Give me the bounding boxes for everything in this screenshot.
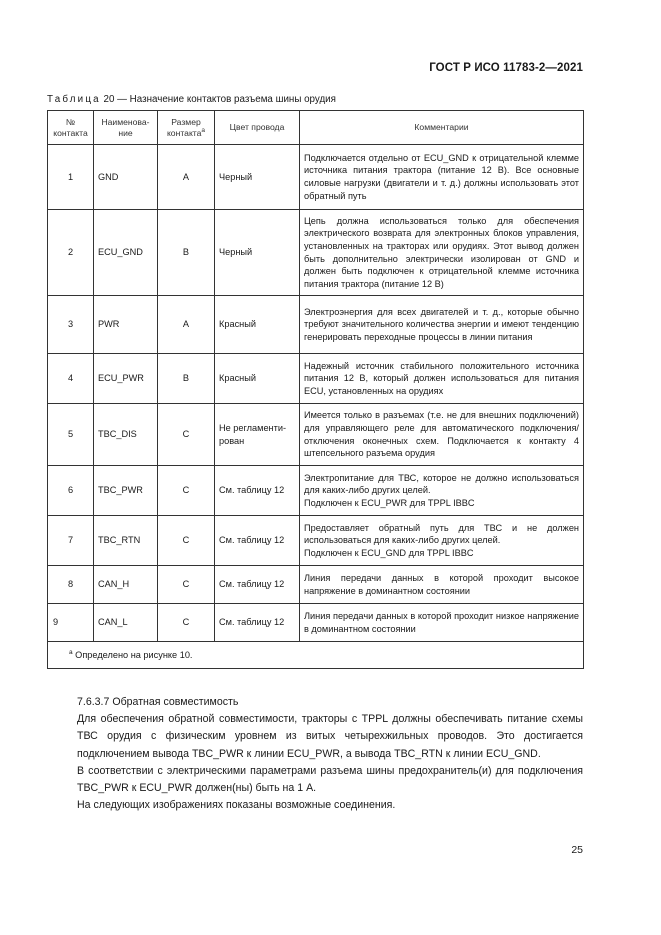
col-header-size-text: Размер контакта <box>166 117 202 138</box>
cell-comment <box>300 516 584 566</box>
cell-comment: Линия передачи данных в которой проходит высокое напряжение в доминантном состоянии <box>300 566 584 604</box>
paragraph: В соответствии с электрическими параметрами разъема шины предохранитель(и) для подключения TBC_PWR к ECU_PWR должен(ны) быть на 1 А. <box>77 764 583 795</box>
table-caption <box>47 94 336 105</box>
cell-color: См. таблицу 12 <box>215 604 300 642</box>
cell-size: C <box>158 566 215 604</box>
table-row <box>48 404 584 466</box>
cell-no: 3 <box>48 296 94 354</box>
pin-assignment-table <box>47 110 584 669</box>
table-row <box>48 296 584 354</box>
cell-no: 4 <box>48 354 94 404</box>
table-row <box>48 210 584 296</box>
body-text <box>77 694 583 814</box>
section-heading: 7.6.3.7 Обратная совместимость <box>77 696 239 708</box>
cell-comment: Линия передачи данных в которой проходит низкое напряжение в доминантном состоянии <box>300 604 584 642</box>
document-standard-header: ГОСТ Р ИСО 11783-2—2021 <box>429 62 583 74</box>
cell-comment: Имеется только в разъемах (т.е. не для внешних подключений) для управляющего реле для автоматического подключения/отключения оконечных схем. Подключается к контакту 4 штепсельного разъема орудия <box>300 404 584 466</box>
cell-color: Черный <box>215 210 300 296</box>
cell-size: C <box>158 466 215 516</box>
col-header-size-footnote-mark: a <box>201 126 206 134</box>
cell-color: Красный <box>215 354 300 404</box>
cell-name: TBC_DIS <box>94 404 158 466</box>
cell-name: ECU_PWR <box>94 354 158 404</box>
col-header-no: № контакта <box>48 111 94 145</box>
cell-no: 2 <box>48 210 94 296</box>
cell-name: PWR <box>94 296 158 354</box>
table-footnote-row <box>48 642 584 669</box>
table-row <box>48 354 584 404</box>
cell-no: 6 <box>48 466 94 516</box>
cell-no: 1 <box>48 145 94 210</box>
table-footnote <box>48 642 584 669</box>
cell-name: GND <box>94 145 158 210</box>
cell-color: См. таблицу 12 <box>215 516 300 566</box>
cell-size: B <box>158 354 215 404</box>
cell-size: C <box>158 404 215 466</box>
caption-text: 20 — Назначение контактов разъема шины орудия <box>100 94 336 105</box>
cell-color: См. таблицу 12 <box>215 466 300 516</box>
footnote-text: Определено на рисунке 10. <box>72 649 193 660</box>
cell-no: 9 <box>48 604 94 642</box>
cell-name: CAN_L <box>94 604 158 642</box>
paragraph <box>77 711 583 763</box>
cell-name: TBC_RTN <box>94 516 158 566</box>
paragraph: На следующих изображениях показаны возможные соединения. <box>77 799 396 812</box>
cell-size: C <box>158 604 215 642</box>
table-row <box>48 145 584 210</box>
cell-comment: Подключается отдельно от ECU_GND к отрицательной клемме источника питания трактора (питание 12 В). Все основные силовые нагрузки (двигатели и т. д.) должны использовать этот обратный путь <box>300 145 584 210</box>
paragraph-text: Для обеспечения обратной совместимости, тракторы с TPPL должны обеспечивать питание схемы ТВС орудия с физическим уровнем из витых четырехжильных проводов. Это достигается подключением вывода TBC_PWR к линии ECU_PWR, а вывода TBC_RTN к линии ECU_GND. <box>77 713 583 760</box>
col-header-size <box>158 111 215 145</box>
cell-size: B <box>158 210 215 296</box>
cell-comment-line: Подключен к ECU_GND для TPPL IBBC <box>304 547 474 558</box>
table-row <box>48 566 584 604</box>
cell-name: CAN_H <box>94 566 158 604</box>
footnote-mark: a <box>69 648 73 656</box>
cell-comment: Цепь должна использоваться только для обеспечения электрического возврата для электронных блоков управления, установленных на тракторах или орудиях. Этот вывод должен быть дополнительно электрически изолирован от GND и должен быть подключен к отрицательной клемме источника питания трактора (питание 12 В) <box>300 210 584 296</box>
cell-size: A <box>158 145 215 210</box>
table-header-row <box>48 111 584 145</box>
cell-size: A <box>158 296 215 354</box>
cell-comment: Электроэнергия для всех двигателей и т. д., которые обычно требуют значительного количества энергии и имеют тенденцию генерировать переходные процессы в линии питания <box>300 296 584 354</box>
col-header-name: Наименова-ние <box>94 111 158 145</box>
caption-label: Таблица <box>47 94 101 105</box>
cell-comment-line: Подключен к ECU_PWR для TPPL IBBC <box>304 497 475 508</box>
cell-comment-line: Электропитание для ТВС, которое не должно использоваться для каких-либо других целей. <box>304 472 579 496</box>
cell-size: C <box>158 516 215 566</box>
cell-color: Красный <box>215 296 300 354</box>
cell-comment: Надежный источник стабильного положительного источника питания 12 В, который должен использоваться для питания ECU, установленных на орудиях <box>300 354 584 404</box>
col-header-comment: Комментарии <box>300 111 584 145</box>
table-row <box>48 516 584 566</box>
cell-color: См. таблицу 12 <box>215 566 300 604</box>
cell-color: Черный <box>215 145 300 210</box>
table-row <box>48 604 584 642</box>
cell-comment <box>300 466 584 516</box>
cell-no: 7 <box>48 516 94 566</box>
cell-no: 5 <box>48 404 94 466</box>
table-row <box>48 466 584 516</box>
cell-name: ECU_GND <box>94 210 158 296</box>
cell-color: Не регламенти-рован <box>215 404 300 466</box>
cell-no: 8 <box>48 566 94 604</box>
col-header-color: Цвет провода <box>215 111 300 145</box>
page-number: 25 <box>571 844 583 856</box>
cell-comment-line: Предоставляет обратный путь для ТВС и не должен использоваться для каких-либо других целей. <box>304 522 579 546</box>
cell-name: TBC_PWR <box>94 466 158 516</box>
